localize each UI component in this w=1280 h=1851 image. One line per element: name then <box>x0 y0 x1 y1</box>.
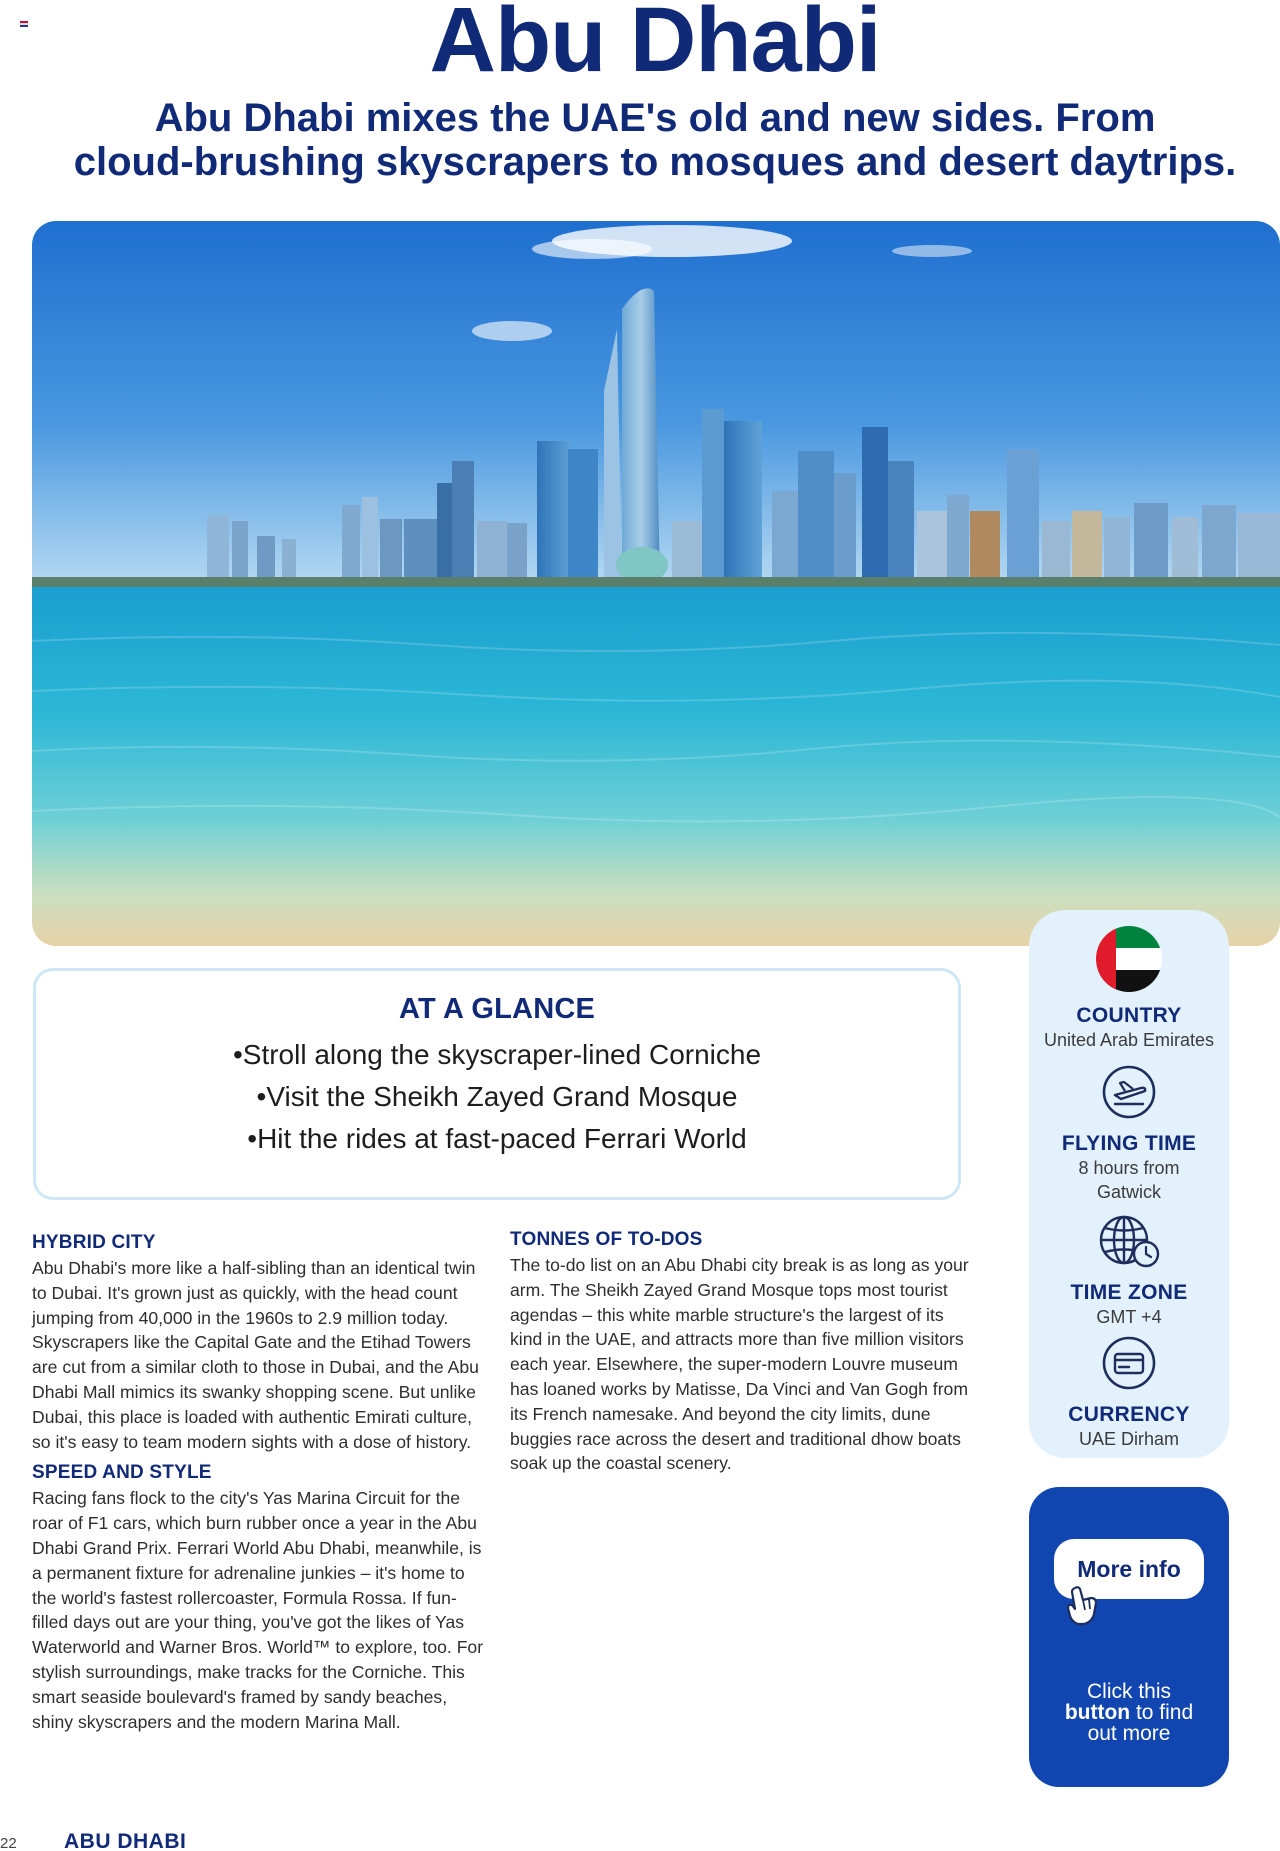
hero-photo-skyline <box>32 221 1280 946</box>
glance-item: • Stroll along the skyscraper-lined Corniche <box>36 1034 958 1076</box>
currency-label: CURRENCY <box>1068 1403 1190 1426</box>
subtitle-line-1: Abu Dhabi mixes the UAE's old and new sides. From <box>154 96 1156 140</box>
fact-currency <box>1029 1335 1229 1451</box>
flying-time-value-1: 8 hours from <box>1078 1158 1180 1178</box>
glance-heading: AT A GLANCE <box>398 993 596 1025</box>
section-heading-tonnes-of-to-dos: TONNES OF TO-DOS <box>510 1229 703 1250</box>
glance-item: • Visit the Sheikh Zayed Grand Mosque <box>36 1076 958 1118</box>
at-a-glance-box <box>33 968 961 1200</box>
quick-facts-panel <box>1029 910 1229 1458</box>
uae-flag-icon <box>1096 926 1162 992</box>
page-subtitle <box>40 96 1270 184</box>
footer-section-title: ABU DHABI <box>64 1830 187 1851</box>
fact-flying-time <box>1029 1064 1229 1204</box>
caption-line-2 <box>1029 1702 1229 1723</box>
section-heading-speed-and-style: SPEED AND STYLE <box>32 1462 212 1484</box>
fact-time-zone <box>1029 1213 1229 1329</box>
article-column-left <box>32 1232 492 1734</box>
article-column-right <box>510 1229 972 1476</box>
plane-icon <box>1101 1064 1157 1120</box>
credit-card-icon <box>1101 1335 1157 1391</box>
time-zone-value: GMT +4 <box>1096 1307 1162 1327</box>
globe-clock-icon <box>1098 1213 1160 1269</box>
country-value: United Arab Emirates <box>1043 1030 1215 1050</box>
pointing-hand-icon <box>1063 1584 1103 1628</box>
section-text-hybrid-city: Abu Dhabi's more like a half-sibling than an identical twin to Dubai. It's grown just as quickly, with the head count jumping from 40,000 in the 1960s to 2.9 million today. Skyscrapers like the Capital Gate and the Etihad Towers are cut from a similar cloth to those in Dubai, and the Abu Dhabi Mall mimics its swanky shopping scene. But unlike Dubai, this place is loaded with authentic Emirati culture, so it's easy to team modern sights with a dose of history. <box>32 1258 479 1452</box>
time-zone-label: TIME ZONE <box>1070 1281 1188 1304</box>
country-label: COUNTRY <box>1076 1004 1182 1027</box>
caption-line-1: Click this <box>1086 1680 1171 1703</box>
caption-line-2-rest: to find <box>1130 1701 1194 1724</box>
page-number: 22 <box>0 1835 17 1851</box>
page-title: Abu Dhabi <box>429 0 881 91</box>
fact-country <box>1029 926 1229 1052</box>
currency-value: UAE Dirham <box>1078 1429 1180 1449</box>
subtitle-line-2: cloud-brushing skyscrapers to mosques and desert daytrips. <box>73 140 1237 184</box>
caption-bold-word: button <box>1064 1701 1131 1724</box>
section-heading-hybrid-city: HYBRID CITY <box>32 1232 156 1253</box>
caption-line-3: out more <box>1087 1722 1171 1745</box>
more-info-button[interactable]: More info <box>1054 1539 1204 1599</box>
glance-item: • Hit the rides at fast-paced Ferrari World <box>36 1118 958 1160</box>
more-info-card <box>1029 1487 1229 1787</box>
glance-list <box>36 1034 958 1160</box>
flying-time-label: FLYING TIME <box>1061 1132 1197 1155</box>
section-text-tonnes-of-to-dos: The to-do list on an Abu Dhabi city break is as long as your arm. The Sheikh Zayed Grand Mosque tops most tourist agendas – this white marble structure's the largest of its kind in the UAE, and attracts more than five million visitors each year. Elsewhere, the super-modern Louvre museum has loaned works by Matisse, Da Vinci and Van Gogh from its French namesake. And beyond the city limits, dune buggies race across the desert and traditional dhow boats soak up the coastal scenery. <box>510 1255 969 1474</box>
flying-time-value-2: Gatwick <box>1096 1182 1161 1202</box>
section-text-speed-and-style: Racing fans flock to the city's Yas Marina Circuit for the roar of F1 cars, which burn rubber once a year in the Abu Dhabi Grand Prix. Ferrari World Abu Dhabi, meanwhile, is a permanent fixture for adrenaline junkies – it's home to the world's fastest rollercoaster, Formula Rossa. If fun-filled days out are your thing, you've got the likes of Yas Waterworld and Warner Bros. World™ to explore, too. For stylish surroundings, make tracks for the Corniche. This smart seaside boulevard's framed by sandy beaches, shiny skyscrapers and the modern Marina Mall. <box>32 1488 484 1732</box>
more-info-caption <box>1029 1681 1229 1744</box>
